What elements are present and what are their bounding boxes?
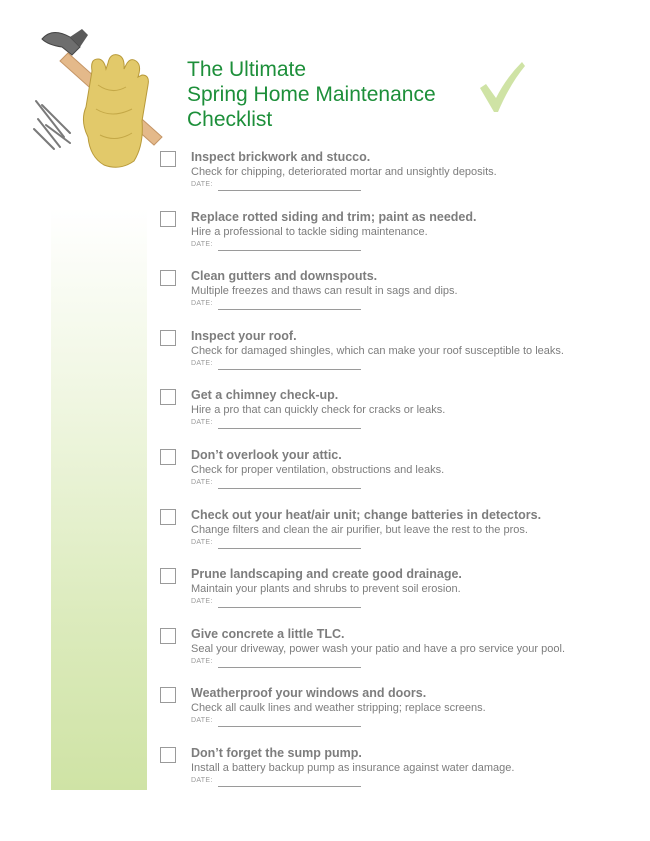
checkmark-icon (478, 60, 526, 115)
date-label: DATE: (191, 658, 213, 665)
date-row (191, 360, 363, 372)
date-row (191, 241, 363, 253)
checkbox[interactable] (160, 211, 176, 227)
checklist-item (0, 686, 650, 742)
checklist-item (0, 388, 650, 444)
date-label: DATE: (191, 419, 213, 426)
item-description: Multiple freezes and thaws can result in sags and dips. (191, 285, 458, 297)
item-description: Maintain your plants and shrubs to prevent soil erosion. (191, 583, 461, 595)
date-field[interactable] (218, 190, 361, 191)
date-field[interactable] (218, 667, 361, 668)
date-label: DATE: (191, 360, 213, 367)
item-description: Hire a professional to tackle siding maintenance. (191, 226, 428, 238)
date-field[interactable] (218, 250, 361, 251)
item-title: Clean gutters and downspouts. (191, 269, 378, 283)
checkbox[interactable] (160, 151, 176, 167)
checkbox[interactable] (160, 568, 176, 584)
date-row (191, 717, 363, 729)
checkbox[interactable] (160, 449, 176, 465)
date-field[interactable] (218, 369, 361, 370)
date-row (191, 419, 363, 431)
item-title: Replace rotted siding and trim; paint as needed. (191, 210, 477, 224)
checkbox[interactable] (160, 687, 176, 703)
checkbox[interactable] (160, 270, 176, 286)
title-line: The Ultimate (187, 58, 307, 81)
date-row (191, 181, 363, 193)
item-description: Change filters and clean the air purifier, but leave the rest to the pros. (191, 524, 528, 536)
item-title: Give concrete a little TLC. (191, 627, 345, 641)
date-row (191, 479, 363, 491)
checklist-item (0, 269, 650, 325)
date-row (191, 598, 363, 610)
item-title: Get a chimney check-up. (191, 388, 339, 402)
date-label: DATE: (191, 479, 213, 486)
item-title: Prune landscaping and create good drainage. (191, 567, 462, 581)
item-title: Inspect your roof. (191, 329, 297, 343)
item-description: Check for proper ventilation, obstructions and leaks. (191, 464, 445, 476)
date-label: DATE: (191, 598, 213, 605)
date-field[interactable] (218, 548, 361, 549)
date-field[interactable] (218, 786, 361, 787)
checkbox[interactable] (160, 389, 176, 405)
item-title: Don’t forget the sump pump. (191, 746, 362, 760)
checklist-item (0, 329, 650, 385)
date-label: DATE: (191, 181, 213, 188)
checklist-item (0, 627, 650, 683)
nails-icon (34, 101, 70, 149)
date-field[interactable] (218, 607, 361, 608)
date-field[interactable] (218, 726, 361, 727)
date-label: DATE: (191, 777, 213, 784)
date-label: DATE: (191, 717, 213, 724)
item-description: Check for chipping, deteriorated mortar and unsightly deposits. (191, 166, 497, 178)
date-row (191, 777, 363, 789)
item-title: Don’t overlook your attic. (191, 448, 342, 462)
page-title (187, 57, 436, 132)
item-description: Hire a pro that can quickly check for cracks or leaks. (191, 404, 446, 416)
title-line: Checklist (187, 108, 273, 131)
item-description: Seal your driveway, power wash your patio and have a pro service your pool. (191, 643, 565, 655)
checklist-item (0, 508, 650, 564)
checklist-item (0, 448, 650, 504)
date-row (191, 300, 363, 312)
checkbox[interactable] (160, 747, 176, 763)
item-description: Install a battery backup pump as insurance against water damage. (191, 762, 515, 774)
checklist-item (0, 150, 650, 206)
item-title: Check out your heat/air unit; change batteries in detectors. (191, 508, 542, 522)
date-row (191, 658, 363, 670)
date-row (191, 539, 363, 551)
date-label: DATE: (191, 241, 213, 248)
date-field[interactable] (218, 488, 361, 489)
checklist-item (0, 746, 650, 802)
checkbox[interactable] (160, 330, 176, 346)
date-label: DATE: (191, 539, 213, 546)
checklist-item (0, 210, 650, 266)
checkbox[interactable] (160, 628, 176, 644)
date-label: DATE: (191, 300, 213, 307)
title-line: Spring Home Maintenance (187, 83, 436, 106)
date-field[interactable] (218, 428, 361, 429)
item-description: Check for damaged shingles, which can make your roof susceptible to leaks. (191, 345, 564, 357)
item-title: Weatherproof your windows and doors. (191, 686, 427, 700)
checkbox[interactable] (160, 509, 176, 525)
checklist-item (0, 567, 650, 623)
date-field[interactable] (218, 309, 361, 310)
item-title: Inspect brickwork and stucco. (191, 150, 371, 164)
item-description: Check all caulk lines and weather stripping; replace screens. (191, 702, 486, 714)
